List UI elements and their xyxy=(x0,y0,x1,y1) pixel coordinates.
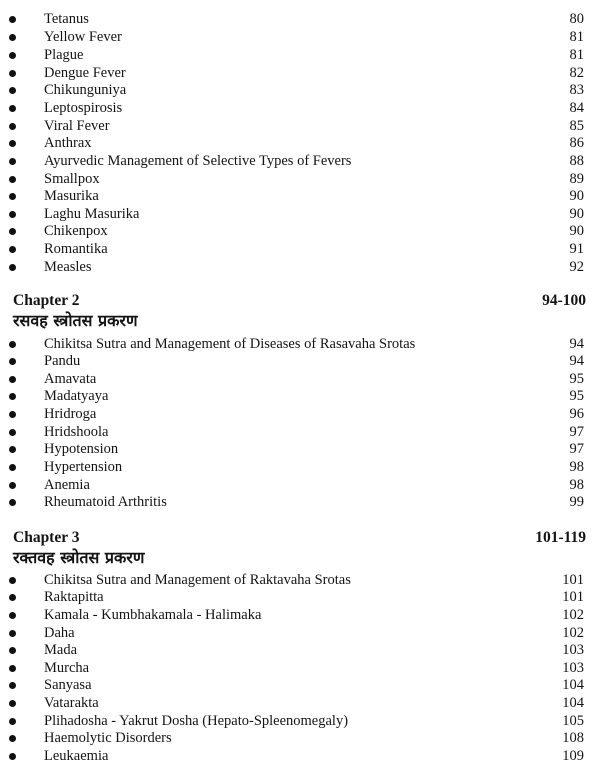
bullet-icon xyxy=(9,16,16,23)
entry-title: Hridroga xyxy=(44,406,97,422)
bullet-icon xyxy=(9,246,16,253)
toc-entry xyxy=(0,458,600,476)
bullet-icon xyxy=(9,700,16,707)
entry-title: Hypotension xyxy=(44,441,119,457)
entry-page: 98 xyxy=(569,477,584,493)
toc-entry xyxy=(0,493,600,511)
entry-title: Ayurvedic Management of Selective Types of Fevers xyxy=(44,153,352,169)
entry-page: 103 xyxy=(562,660,584,676)
bullet-icon xyxy=(9,105,16,112)
bullet-icon xyxy=(9,577,16,584)
toc-entry xyxy=(0,335,600,353)
bullet-icon xyxy=(9,718,16,725)
entry-title: Dengue Fever xyxy=(44,65,126,81)
toc-entry xyxy=(0,694,600,712)
entry-page: 92 xyxy=(569,259,584,275)
entry-page: 102 xyxy=(562,607,584,623)
toc-entry xyxy=(0,117,600,135)
entry-page: 80 xyxy=(569,11,584,27)
toc-entry xyxy=(0,205,600,223)
entry-page: 97 xyxy=(569,441,584,457)
bullet-icon xyxy=(9,429,16,436)
toc-entry xyxy=(0,134,600,152)
entry-title: Anemia xyxy=(44,477,90,493)
entry-title: Daha xyxy=(44,625,75,641)
entry-page: 90 xyxy=(569,206,584,222)
entry-page: 85 xyxy=(569,118,584,134)
toc-entry xyxy=(0,28,600,46)
toc-entry xyxy=(0,641,600,659)
toc-entry xyxy=(0,423,600,441)
entry-title: Sanyasa xyxy=(44,677,92,693)
toc-entry xyxy=(0,240,600,258)
entry-title: Pandu xyxy=(44,353,81,369)
entry-page: 81 xyxy=(569,47,584,63)
entry-title: Yellow Fever xyxy=(44,29,122,45)
entry-page: 102 xyxy=(562,625,584,641)
toc-entry xyxy=(0,606,600,624)
entry-page: 90 xyxy=(569,223,584,239)
entry-page: 105 xyxy=(562,713,584,729)
entry-title: Viral Fever xyxy=(44,118,110,134)
toc-entry xyxy=(0,676,600,694)
entry-page: 99 xyxy=(569,494,584,510)
entry-title: Murcha xyxy=(44,660,90,676)
entry-title: Kamala - Kumbhakamala - Halimaka xyxy=(44,607,262,623)
entry-title: Measles xyxy=(44,259,92,275)
entry-title: Madatyaya xyxy=(44,388,109,404)
entry-page: 101 xyxy=(562,589,584,605)
entry-page: 82 xyxy=(569,65,584,81)
entry-page: 89 xyxy=(569,171,584,187)
toc-entry xyxy=(0,747,600,765)
bullet-icon xyxy=(9,376,16,383)
bullet-icon xyxy=(9,735,16,742)
entry-page: 98 xyxy=(569,459,584,475)
entry-page: 104 xyxy=(562,695,584,711)
entry-title: Chikitsa Sutra and Management of Diseases of Rasavaha Srotas xyxy=(44,336,416,352)
entry-title: Leukaemia xyxy=(44,748,109,764)
bullet-icon xyxy=(9,753,16,760)
entry-page: 103 xyxy=(562,642,584,658)
bullet-icon xyxy=(9,211,16,218)
entry-page: 96 xyxy=(569,406,584,422)
bullet-icon xyxy=(9,665,16,672)
bullet-icon xyxy=(9,140,16,147)
toc-entry xyxy=(0,405,600,423)
bullet-icon xyxy=(9,499,16,506)
bullet-icon xyxy=(9,193,16,200)
toc-entry xyxy=(0,712,600,730)
toc-entry xyxy=(0,476,600,494)
bullet-icon xyxy=(9,358,16,365)
entry-title: Haemolytic Disorders xyxy=(44,730,172,746)
toc-entry xyxy=(0,729,600,747)
bullet-icon xyxy=(9,87,16,94)
toc-entry xyxy=(0,81,600,99)
entry-page: 94 xyxy=(569,336,584,352)
entry-page: 101 xyxy=(562,572,584,588)
bullet-icon xyxy=(9,630,16,637)
chapter-subtitle: रसवह स्त्रोतस प्रकरण xyxy=(13,311,138,330)
chapter-heading xyxy=(0,291,600,311)
toc-entry xyxy=(0,99,600,117)
bullet-icon xyxy=(9,482,16,489)
entry-title: Vatarakta xyxy=(44,695,99,711)
toc-entry xyxy=(0,64,600,82)
bullet-icon xyxy=(9,228,16,235)
toc-entry xyxy=(0,624,600,642)
bullet-icon xyxy=(9,34,16,41)
entry-title: Laghu Masurika xyxy=(44,206,140,222)
bullet-icon xyxy=(9,393,16,400)
entry-title: Chikenpox xyxy=(44,223,108,239)
toc-entry xyxy=(0,170,600,188)
entry-page: 81 xyxy=(569,29,584,45)
toc-entry xyxy=(0,187,600,205)
chapter-heading xyxy=(0,528,600,548)
bullet-icon xyxy=(9,647,16,654)
bullet-icon xyxy=(9,158,16,165)
toc-entry xyxy=(0,588,600,606)
entry-title: Mada xyxy=(44,642,78,658)
toc-entry xyxy=(0,222,600,240)
bullet-icon xyxy=(9,123,16,130)
bullet-icon xyxy=(9,411,16,418)
entry-title: Hypertension xyxy=(44,459,123,475)
entry-title: Romantika xyxy=(44,241,108,257)
entry-page: 91 xyxy=(569,241,584,257)
chapter-page-range: 101-119 xyxy=(535,529,586,546)
toc-entry xyxy=(0,258,600,276)
bullet-icon xyxy=(9,446,16,453)
bullet-icon xyxy=(9,612,16,619)
chapter-page-range: 94-100 xyxy=(542,292,586,309)
toc-entry xyxy=(0,571,600,589)
entry-title: Anthrax xyxy=(44,135,92,151)
bullet-icon xyxy=(9,70,16,77)
bullet-icon xyxy=(9,264,16,271)
chapter-title: Chapter 2 xyxy=(13,292,80,309)
entry-page: 94 xyxy=(569,353,584,369)
entry-title: Leptospirosis xyxy=(44,100,123,116)
entry-title: Smallpox xyxy=(44,171,100,187)
toc-entry xyxy=(0,352,600,370)
entry-title: Plihadosha - Yakrut Dosha (Hepato-Spleenomegaly) xyxy=(44,713,349,729)
bullet-icon xyxy=(9,176,16,183)
bullet-icon xyxy=(9,682,16,689)
entry-page: 83 xyxy=(569,82,584,98)
bullet-icon xyxy=(9,52,16,59)
bullet-icon xyxy=(9,341,16,348)
entry-page: 90 xyxy=(569,188,584,204)
toc-entry xyxy=(0,659,600,677)
toc-entry xyxy=(0,440,600,458)
entry-title: Masurika xyxy=(44,188,99,204)
toc-entry xyxy=(0,387,600,405)
toc-entry xyxy=(0,370,600,388)
toc-entry xyxy=(0,152,600,170)
entry-title: Hridshoola xyxy=(44,424,109,440)
entry-page: 108 xyxy=(562,730,584,746)
entry-title: Rheumatoid Arthritis xyxy=(44,494,167,510)
bullet-icon xyxy=(9,594,16,601)
chapter-subtitle: रक्तवह स्त्रोतस प्रकरण xyxy=(13,548,145,567)
toc-entry xyxy=(0,10,600,28)
toc-entry xyxy=(0,46,600,64)
entry-page: 88 xyxy=(569,153,584,169)
entry-title: Tetanus xyxy=(44,11,89,27)
entry-page: 109 xyxy=(562,748,584,764)
entry-page: 97 xyxy=(569,424,584,440)
chapter-title: Chapter 3 xyxy=(13,529,80,546)
entry-title: Raktapitta xyxy=(44,589,104,605)
entry-page: 84 xyxy=(569,100,584,116)
entry-title: Plague xyxy=(44,47,84,63)
bullet-icon xyxy=(9,464,16,471)
entry-page: 86 xyxy=(569,135,584,151)
entry-page: 104 xyxy=(562,677,584,693)
entry-page: 95 xyxy=(569,371,584,387)
entry-page: 95 xyxy=(569,388,584,404)
entry-title: Chikunguniya xyxy=(44,82,127,98)
entry-title: Chikitsa Sutra and Management of Raktavaha Srotas xyxy=(44,572,351,588)
entry-title: Amavata xyxy=(44,371,97,387)
